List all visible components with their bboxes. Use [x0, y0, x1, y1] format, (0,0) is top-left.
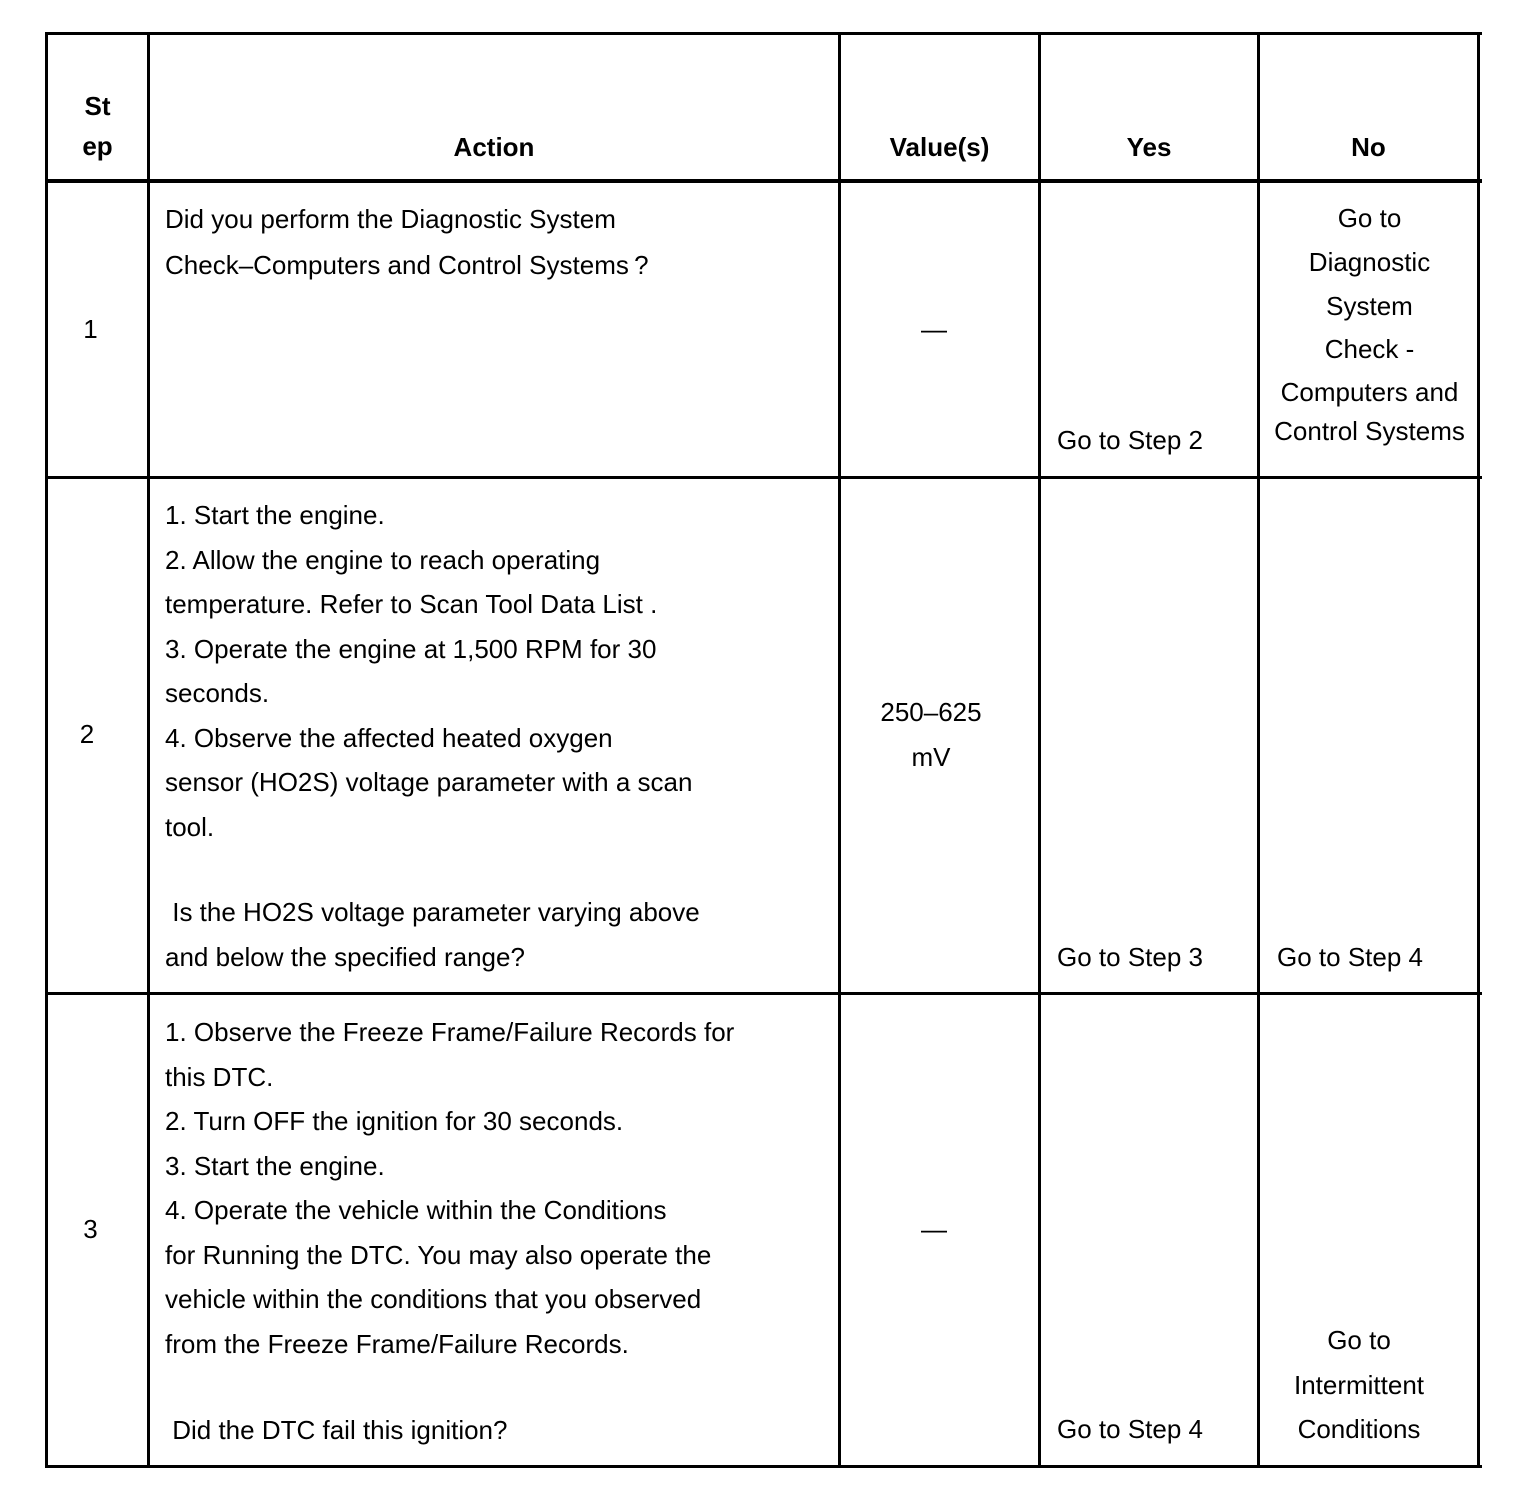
table-border-bottom — [45, 1465, 1482, 1468]
yes-link[interactable]: Go to Step 3 — [1057, 942, 1203, 972]
action-text — [165, 196, 649, 288]
header-step-line: St — [84, 91, 111, 121]
value-cell — [841, 690, 1021, 780]
action-line: 2. Turn OFF the ignition for 30 seconds. — [165, 1106, 624, 1136]
header-divider — [45, 179, 1482, 183]
action-line: 1. Observe the Freeze Frame/Failure Records for — [165, 1017, 735, 1047]
header-action: Action — [453, 132, 535, 162]
action-line: 4. Observe the affected heated oxygen — [165, 722, 613, 753]
header-values: Value(s) — [889, 132, 990, 162]
action-line: temperature. Refer to Scan Tool Data List . — [165, 589, 658, 619]
row-divider — [45, 476, 1482, 479]
action-line: Did you perform the Diagnostic System — [165, 204, 616, 234]
header-no: No — [1351, 132, 1386, 162]
column-divider — [1257, 32, 1260, 1468]
yes-link[interactable]: Go to Step 2 — [1057, 425, 1203, 455]
no-line: Intermittent — [1293, 1369, 1425, 1400]
no-line: Diagnostic — [1308, 247, 1431, 277]
no-line: Conditions — [1297, 1414, 1421, 1444]
no-link[interactable] — [1262, 196, 1477, 449]
action-line: 1. Start the engine. — [165, 500, 385, 530]
no-link[interactable]: Go to Step 4 — [1277, 942, 1423, 972]
action-spacer — [165, 849, 700, 890]
no-link[interactable] — [1260, 1318, 1458, 1452]
yes-link[interactable]: Go to Step 4 — [1057, 1414, 1203, 1444]
step-number: 3 — [83, 1214, 98, 1244]
action-line: 3. Operate the engine at 1,500 RPM for 30 — [165, 633, 657, 664]
action-line: 3. Start the engine. — [165, 1150, 385, 1181]
action-line: 4. Operate the vehicle within the Conditions — [165, 1195, 667, 1225]
action-line: tool. — [165, 811, 215, 842]
action-spacer — [165, 1366, 734, 1408]
row-divider — [45, 992, 1482, 995]
table-border-right — [1477, 32, 1480, 1468]
action-line: for Running the DTC. You may also operate the — [165, 1239, 712, 1270]
header-step — [48, 86, 147, 166]
no-line: Go to — [1337, 203, 1402, 233]
value-line: mV — [911, 742, 951, 772]
no-line: Control Systems — [1274, 416, 1465, 446]
header-yes: Yes — [1126, 132, 1172, 162]
step-number: 2 — [79, 719, 95, 749]
column-divider — [147, 32, 150, 1468]
action-line: Is the HO2S voltage parameter varying above — [165, 897, 700, 927]
action-text — [165, 493, 700, 979]
action-line: Did the DTC fail this ignition? — [165, 1415, 508, 1445]
no-line: System — [1326, 291, 1413, 321]
no-line: Check - — [1324, 334, 1415, 364]
action-line: and below the specified range? — [165, 941, 525, 972]
action-line: Check–Computers and Control Systems ? — [165, 250, 649, 280]
step-number: 1 — [83, 314, 98, 344]
action-line: from the Freeze Frame/Failure Records. — [165, 1328, 629, 1359]
column-divider — [1038, 32, 1041, 1468]
no-line: Computers and — [1280, 377, 1459, 407]
action-line: sensor (HO2S) voltage parameter with a scan — [165, 767, 693, 797]
header-step-line: ep — [82, 131, 113, 161]
no-line: Go to — [1327, 1325, 1391, 1355]
value-cell: — — [921, 314, 947, 344]
action-line: vehicle within the conditions that you observed — [165, 1284, 702, 1314]
table-border-top — [45, 32, 1482, 35]
action-line: seconds. — [165, 678, 270, 708]
action-line: 2. Allow the engine to reach operating — [165, 544, 601, 575]
value-line: 250–625 — [880, 697, 982, 727]
value-cell: — — [921, 1214, 947, 1244]
action-line: this DTC. — [165, 1061, 274, 1092]
action-text — [165, 1010, 734, 1453]
